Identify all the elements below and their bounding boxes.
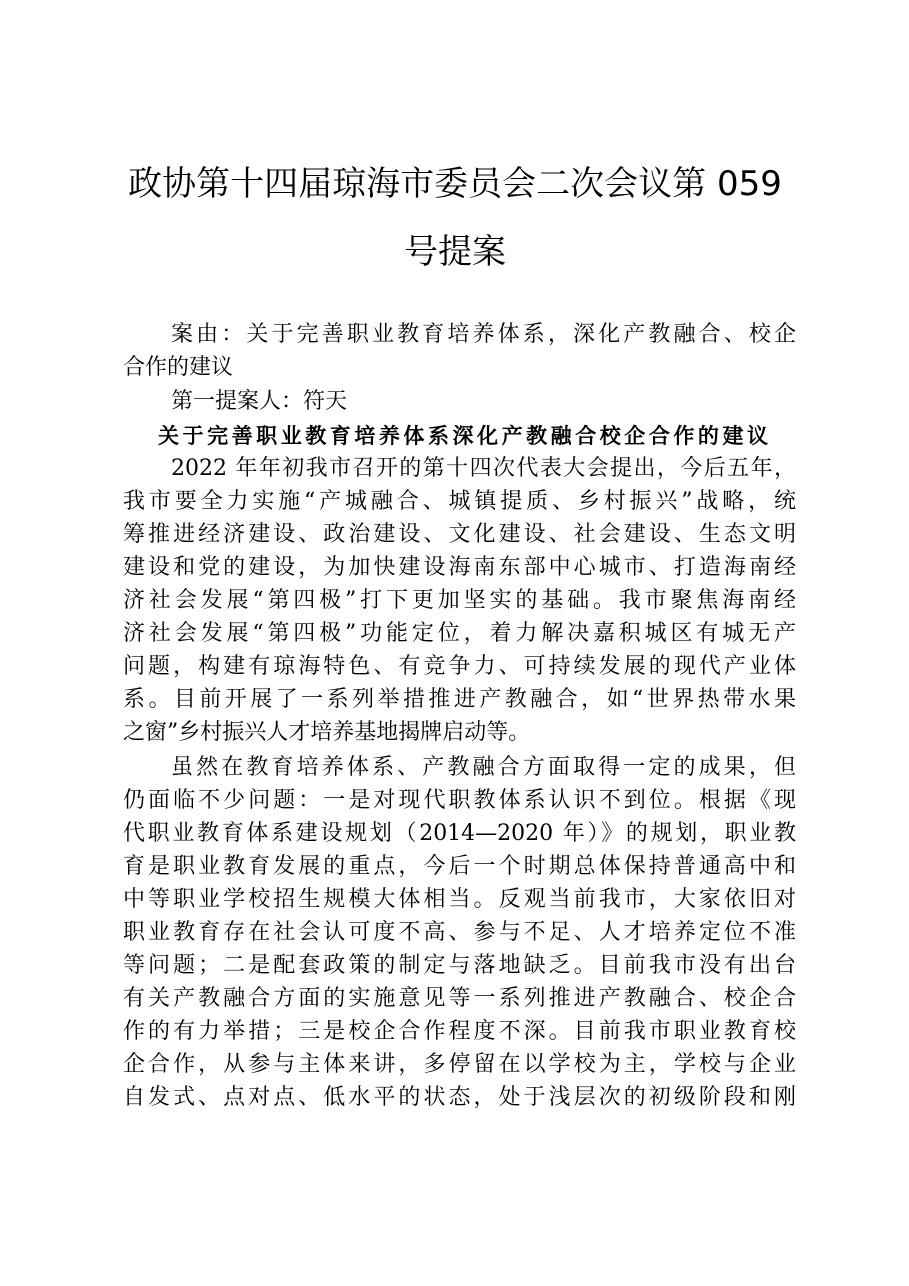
paragraph-line: 中等职业学校招生规模大体相当。反观当前我市，大家依旧对 [123, 887, 796, 912]
reason-line-2: 合作的建议 [123, 355, 234, 380]
paragraph-line: 筹推进经济建设、政治建设、文化建设、社会建设、生态文明 [123, 522, 796, 547]
document-title-line-2: 号提案 [404, 232, 506, 272]
paragraph-line: 系。目前开展了一系列举措推进产教融合，如“世界热带水果 [123, 687, 796, 712]
paragraph-line: 我市要全力实施“产城融合、城镇提质、乡村振兴”战略，统 [123, 489, 796, 514]
paragraph-line: 职业教育存在社会认可度不高、参与不足、人才培养定位不准 [123, 920, 796, 945]
paragraph-line: 代职业教育体系建设规划（2014—2020 年）》的规划，职业教 [123, 821, 796, 846]
proposer: 第一提案人：符天 [171, 389, 348, 414]
paragraph-line: 仍面临不少问题：一是对现代职教体系认识不到位。根据《现 [123, 788, 796, 813]
paragraph-line: 作的有力举措；三是校企合作程度不深。目前我市职业教育校 [123, 1019, 796, 1044]
document-title-line-1: 政协第十四届琼海市委员会二次会议第 059 [128, 164, 782, 204]
paragraph-line: 等问题；二是配套政策的制定与落地缺乏。目前我市没有出台 [123, 953, 796, 978]
proposal-subheading: 关于完善职业教育培养体系深化产教融合校企合作的建议 [158, 423, 768, 448]
paragraph-line: 企合作，从参与主体来讲，多停留在以学校为主，学校与企业 [123, 1052, 796, 1077]
reason-line-1: 案由：关于完善职业教育培养体系，深化产教融合、校企 [171, 322, 796, 347]
paragraph-line: 建设和党的建设，为加快建设海南东部中心城市、打造海南经 [123, 555, 796, 580]
paragraph-line: 育是职业教育发展的重点，今后一个时期总体保持普通高中和 [123, 854, 796, 879]
paragraph-line: 自发式、点对点、低水平的状态，处于浅层次的初级阶段和刚 [123, 1085, 796, 1110]
paragraph-line: 有关产教融合方面的实施意见等一系列推进产教融合、校企合 [123, 986, 796, 1011]
paragraph-line: 之窗”乡村振兴人才培养基地揭牌启动等。 [123, 720, 531, 745]
paragraph-line: 2022 年年初我市召开的第十四次代表大会提出，今后五年， [171, 456, 796, 481]
paragraph-line: 问题，构建有琼海特色、有竞争力、可持续发展的现代产业体 [123, 654, 796, 679]
paragraph-line: 虽然在教育培养体系、产教融合方面取得一定的成果，但 [171, 755, 796, 780]
paragraph-line: 济社会发展“第四极”打下更加坚实的基础。我市聚焦海南经 [123, 588, 796, 613]
paragraph-line: 济社会发展“第四极”功能定位，着力解决嘉积城区有城无产 [123, 621, 796, 646]
